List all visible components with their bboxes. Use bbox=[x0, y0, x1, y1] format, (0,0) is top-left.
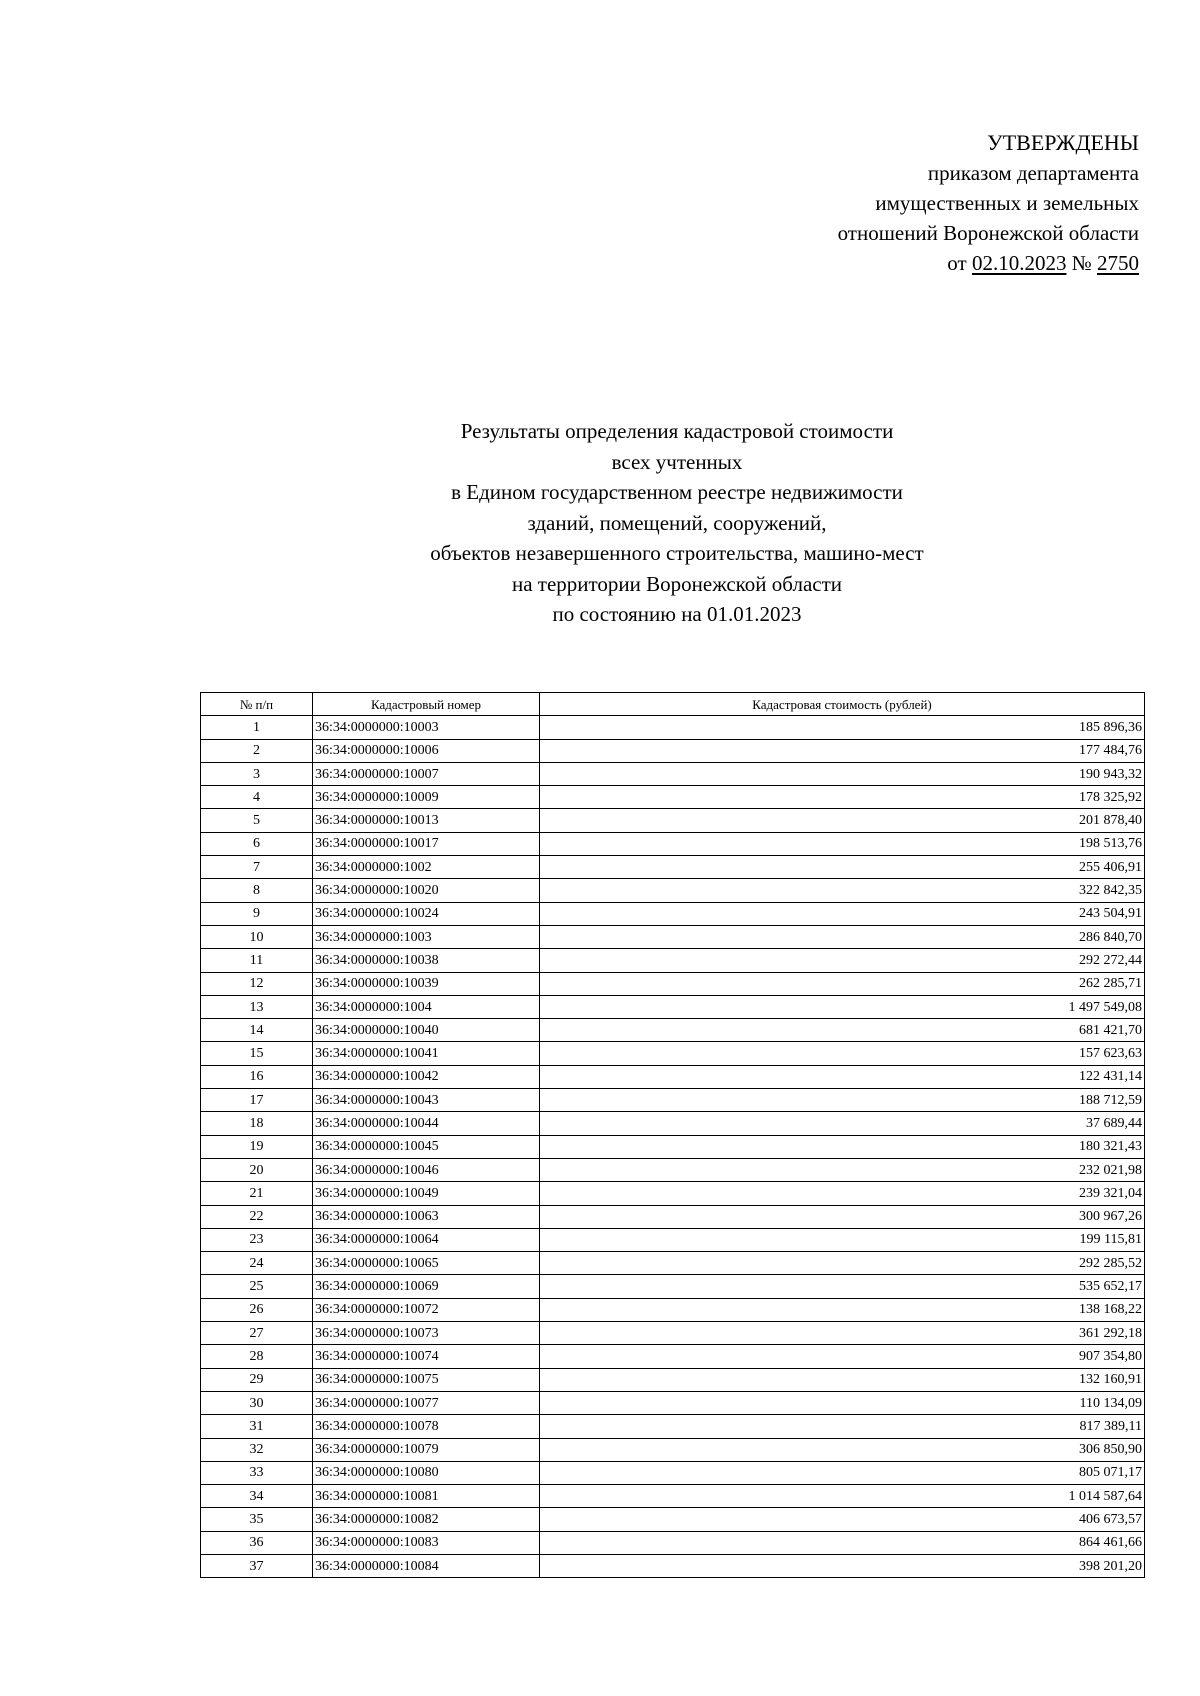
row-index: 1 bbox=[201, 716, 313, 739]
cadastral-number: 36:34:0000000:10042 bbox=[313, 1065, 540, 1088]
row-index: 17 bbox=[201, 1089, 313, 1112]
cadastral-value: 132 160,91 bbox=[540, 1368, 1145, 1391]
title-line: всех учтенных bbox=[611, 449, 743, 474]
table-row bbox=[201, 1019, 1145, 1042]
table-row bbox=[201, 1135, 1145, 1158]
title-line: по состоянию на 01.01.2023 bbox=[552, 602, 802, 626]
row-index: 16 bbox=[201, 1065, 313, 1088]
title-line: на территории Воронежской области bbox=[511, 571, 842, 596]
table-body bbox=[201, 716, 1145, 1578]
cadastral-number: 36:34:0000000:10045 bbox=[313, 1135, 540, 1158]
row-index: 15 bbox=[201, 1042, 313, 1065]
cadastral-value: 157 623,63 bbox=[540, 1042, 1145, 1065]
cadastral-value: 817 389,11 bbox=[540, 1415, 1145, 1438]
cadastral-number: 36:34:0000000:10080 bbox=[313, 1461, 540, 1484]
cadastral-value: 406 673,57 bbox=[540, 1508, 1145, 1531]
row-index: 23 bbox=[201, 1228, 313, 1251]
row-index: 10 bbox=[201, 925, 313, 948]
row-index: 12 bbox=[201, 972, 313, 995]
row-index: 20 bbox=[201, 1158, 313, 1181]
table-row bbox=[201, 716, 1145, 739]
approval-number-prefix: № bbox=[1071, 251, 1092, 275]
row-index: 29 bbox=[201, 1368, 313, 1391]
cadastral-value: 188 712,59 bbox=[540, 1089, 1145, 1112]
cadastral-number: 36:34:0000000:10017 bbox=[313, 832, 540, 855]
table-row bbox=[201, 1298, 1145, 1321]
row-index: 28 bbox=[201, 1345, 313, 1368]
table-row bbox=[201, 1438, 1145, 1461]
cadastral-value: 190 943,32 bbox=[540, 762, 1145, 785]
title-line: Результаты определения кадастровой стоимости bbox=[460, 419, 894, 443]
cadastral-value: 232 021,98 bbox=[540, 1158, 1145, 1181]
row-index: 3 bbox=[201, 762, 313, 785]
cadastral-value: 292 272,44 bbox=[540, 949, 1145, 972]
cadastral-value: 535 652,17 bbox=[540, 1275, 1145, 1298]
cadastral-number: 36:34:0000000:10043 bbox=[313, 1089, 540, 1112]
column-header-cadastral-number: Кадастровый номер bbox=[313, 693, 540, 716]
table-row bbox=[201, 1531, 1145, 1554]
cadastral-number: 36:34:0000000:10024 bbox=[313, 902, 540, 925]
cadastral-value: 122 431,14 bbox=[540, 1065, 1145, 1088]
cadastral-number: 36:34:0000000:10074 bbox=[313, 1345, 540, 1368]
row-index: 27 bbox=[201, 1322, 313, 1345]
cadastral-number: 36:34:0000000:10079 bbox=[313, 1438, 540, 1461]
row-index: 34 bbox=[201, 1485, 313, 1508]
approval-date-line bbox=[838, 248, 1139, 278]
row-index: 4 bbox=[201, 786, 313, 809]
table-row bbox=[201, 902, 1145, 925]
cadastral-value: 262 285,71 bbox=[540, 972, 1145, 995]
cadastral-value: 180 321,43 bbox=[540, 1135, 1145, 1158]
row-index: 13 bbox=[201, 995, 313, 1018]
cadastral-number: 36:34:0000000:10082 bbox=[313, 1508, 540, 1531]
cadastral-value: 1 497 549,08 bbox=[540, 995, 1145, 1018]
table-row bbox=[201, 1182, 1145, 1205]
table-row bbox=[201, 1368, 1145, 1391]
table-row bbox=[201, 1228, 1145, 1251]
row-index: 36 bbox=[201, 1531, 313, 1554]
row-index: 7 bbox=[201, 856, 313, 879]
table-row bbox=[201, 995, 1145, 1018]
row-index: 35 bbox=[201, 1508, 313, 1531]
cadastral-number: 36:34:0000000:10065 bbox=[313, 1252, 540, 1275]
cadastral-number: 36:34:0000000:10013 bbox=[313, 809, 540, 832]
cadastral-value: 201 878,40 bbox=[540, 809, 1145, 832]
cadastral-number: 36:34:0000000:10069 bbox=[313, 1275, 540, 1298]
cadastral-value: 110 134,09 bbox=[540, 1391, 1145, 1414]
table-row bbox=[201, 1252, 1145, 1275]
approval-line-2: имущественных и земельных bbox=[875, 191, 1139, 215]
approval-date: 02.10.2023 bbox=[971, 251, 1067, 275]
approval-line-3: отношений Воронежской области bbox=[837, 221, 1139, 245]
table-row bbox=[201, 1391, 1145, 1414]
cadastral-number: 36:34:0000000:10078 bbox=[313, 1415, 540, 1438]
table-row bbox=[201, 762, 1145, 785]
cadastral-number: 36:34:0000000:10083 bbox=[313, 1531, 540, 1554]
cadastral-number: 36:34:0000000:10041 bbox=[313, 1042, 540, 1065]
table-row bbox=[201, 1554, 1145, 1577]
table-row bbox=[201, 832, 1145, 855]
cadastral-value: 361 292,18 bbox=[540, 1322, 1145, 1345]
table-row bbox=[201, 1158, 1145, 1181]
cadastral-number: 36:34:0000000:10073 bbox=[313, 1322, 540, 1345]
title-line: объектов незавершенного строительства, машино-мест bbox=[430, 541, 924, 565]
row-index: 21 bbox=[201, 1182, 313, 1205]
document-title bbox=[0, 416, 1200, 630]
row-index: 31 bbox=[201, 1415, 313, 1438]
cadastral-value: 178 325,92 bbox=[540, 786, 1145, 809]
cadastral-number: 36:34:0000000:10077 bbox=[313, 1391, 540, 1414]
row-index: 26 bbox=[201, 1298, 313, 1321]
cadastral-value: 681 421,70 bbox=[540, 1019, 1145, 1042]
table-row bbox=[201, 809, 1145, 832]
row-index: 18 bbox=[201, 1112, 313, 1135]
cadastral-number: 36:34:0000000:10007 bbox=[313, 762, 540, 785]
column-header-cadastral-value: Кадастровая стоимость (рублей) bbox=[540, 693, 1145, 716]
cadastral-value: 398 201,20 bbox=[540, 1554, 1145, 1577]
table-row bbox=[201, 879, 1145, 902]
cadastral-number: 36:34:0000000:10020 bbox=[313, 879, 540, 902]
cadastral-value: 138 168,22 bbox=[540, 1298, 1145, 1321]
cadastral-value: 907 354,80 bbox=[540, 1345, 1145, 1368]
cadastral-value: 805 071,17 bbox=[540, 1461, 1145, 1484]
cadastral-value-table bbox=[200, 692, 1145, 1578]
cadastral-number: 36:34:0000000:10064 bbox=[313, 1228, 540, 1251]
row-index: 30 bbox=[201, 1391, 313, 1414]
cadastral-value: 864 461,66 bbox=[540, 1531, 1145, 1554]
table-row bbox=[201, 1322, 1145, 1345]
cadastral-value: 300 967,26 bbox=[540, 1205, 1145, 1228]
table-row bbox=[201, 949, 1145, 972]
row-index: 25 bbox=[201, 1275, 313, 1298]
row-index: 5 bbox=[201, 809, 313, 832]
cadastral-number: 36:34:0000000:1004 bbox=[313, 995, 540, 1018]
table-row bbox=[201, 739, 1145, 762]
cadastral-number: 36:34:0000000:10063 bbox=[313, 1205, 540, 1228]
row-index: 22 bbox=[201, 1205, 313, 1228]
cadastral-number: 36:34:0000000:10084 bbox=[313, 1554, 540, 1577]
approval-number: 2750 bbox=[1097, 251, 1139, 275]
table-row bbox=[201, 972, 1145, 995]
table-row bbox=[201, 1485, 1145, 1508]
table-row bbox=[201, 1508, 1145, 1531]
table-row bbox=[201, 1112, 1145, 1135]
row-index: 37 bbox=[201, 1554, 313, 1577]
cadastral-number: 36:34:0000000:1002 bbox=[313, 856, 540, 879]
cadastral-number: 36:34:0000000:10072 bbox=[313, 1298, 540, 1321]
table-row bbox=[201, 1415, 1145, 1438]
table-row bbox=[201, 1345, 1145, 1368]
table-header-row bbox=[201, 693, 1145, 716]
cadastral-value: 185 896,36 bbox=[540, 716, 1145, 739]
cadastral-number: 36:34:0000000:10009 bbox=[313, 786, 540, 809]
row-index: 11 bbox=[201, 949, 313, 972]
cadastral-number: 36:34:0000000:10006 bbox=[313, 739, 540, 762]
cadastral-value: 243 504,91 bbox=[540, 902, 1145, 925]
title-line: зданий, помещений, сооружений, bbox=[527, 510, 827, 535]
table-row bbox=[201, 786, 1145, 809]
cadastral-number: 36:34:0000000:10038 bbox=[313, 949, 540, 972]
approval-heading: УТВЕРЖДЕНЫ bbox=[987, 130, 1139, 155]
cadastral-number: 36:34:0000000:10046 bbox=[313, 1158, 540, 1181]
cadastral-value: 199 115,81 bbox=[540, 1228, 1145, 1251]
cadastral-number: 36:34:0000000:10039 bbox=[313, 972, 540, 995]
cadastral-number: 36:34:0000000:10081 bbox=[313, 1485, 540, 1508]
row-index: 9 bbox=[201, 902, 313, 925]
row-index: 2 bbox=[201, 739, 313, 762]
row-index: 24 bbox=[201, 1252, 313, 1275]
table-row bbox=[201, 1461, 1145, 1484]
table-row bbox=[201, 925, 1145, 948]
cadastral-value: 306 850,90 bbox=[540, 1438, 1145, 1461]
column-header-index: № п/п bbox=[201, 693, 313, 716]
approval-date-prefix: от bbox=[947, 251, 967, 275]
table-header bbox=[201, 693, 1145, 716]
approval-line-1: приказом департамента bbox=[927, 161, 1139, 185]
table-row bbox=[201, 1065, 1145, 1088]
table-row bbox=[201, 1089, 1145, 1112]
table-row bbox=[201, 1042, 1145, 1065]
cadastral-value: 198 513,76 bbox=[540, 832, 1145, 855]
title-line: в Едином государственном реестре недвижимости bbox=[451, 480, 903, 504]
cadastral-number: 36:34:0000000:10003 bbox=[313, 716, 540, 739]
cadastral-value: 1 014 587,64 bbox=[540, 1485, 1145, 1508]
row-index: 6 bbox=[201, 832, 313, 855]
cadastral-value: 255 406,91 bbox=[540, 856, 1145, 879]
cadastral-number: 36:34:0000000:10044 bbox=[313, 1112, 540, 1135]
cadastral-value: 322 842,35 bbox=[540, 879, 1145, 902]
cadastral-number: 36:34:0000000:1003 bbox=[313, 925, 540, 948]
cadastral-value: 239 321,04 bbox=[540, 1182, 1145, 1205]
row-index: 8 bbox=[201, 879, 313, 902]
table-row bbox=[201, 856, 1145, 879]
cadastral-value: 292 285,52 bbox=[540, 1252, 1145, 1275]
cadastral-number: 36:34:0000000:10049 bbox=[313, 1182, 540, 1205]
row-index: 32 bbox=[201, 1438, 313, 1461]
row-index: 19 bbox=[201, 1135, 313, 1158]
row-index: 14 bbox=[201, 1019, 313, 1042]
table-row bbox=[201, 1205, 1145, 1228]
approval-block bbox=[838, 128, 1139, 278]
table-row bbox=[201, 1275, 1145, 1298]
cadastral-value: 37 689,44 bbox=[540, 1112, 1145, 1135]
cadastral-number: 36:34:0000000:10075 bbox=[313, 1368, 540, 1391]
cadastral-value: 177 484,76 bbox=[540, 739, 1145, 762]
cadastral-number: 36:34:0000000:10040 bbox=[313, 1019, 540, 1042]
row-index: 33 bbox=[201, 1461, 313, 1484]
cadastral-value: 286 840,70 bbox=[540, 925, 1145, 948]
